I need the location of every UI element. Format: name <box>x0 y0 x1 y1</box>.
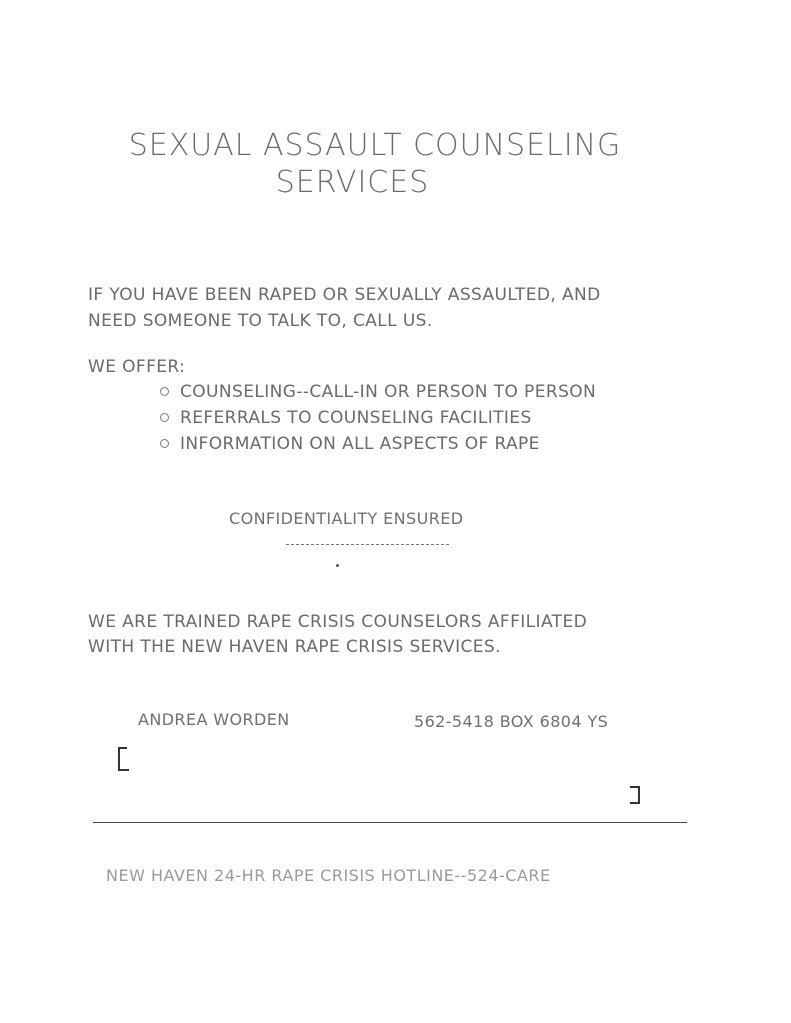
contact-name: ANDREA WORDEN <box>138 710 290 729</box>
intro-line-2: NEED SOMEONE TO TALK TO, CALL US. <box>88 311 433 331</box>
crop-mark-right <box>630 786 640 804</box>
bullet-icon <box>160 413 169 422</box>
flyer-title-line-2: SERVICES <box>275 165 430 200</box>
cut-line <box>93 822 687 823</box>
offer-heading: WE OFFER: <box>88 357 186 377</box>
bullet-icon <box>160 439 169 448</box>
offer-list <box>160 379 596 457</box>
offer-item-label: INFORMATION ON ALL ASPECTS OF RAPE <box>180 434 540 454</box>
flyer-title-line-1: SEXUAL ASSAULT COUNSELING <box>128 128 622 163</box>
hotline-text: NEW HAVEN 24-HR RAPE CRISIS HOTLINE--524-CARE <box>106 866 551 885</box>
offer-item <box>160 431 596 457</box>
affiliation-line-2: WITH THE NEW HAVEN RAPE CRISIS SERVICES. <box>88 637 501 657</box>
offer-item <box>160 405 596 431</box>
stray-dot <box>336 564 339 567</box>
dashed-underline <box>286 544 449 545</box>
offer-item <box>160 379 596 405</box>
bullet-icon <box>160 387 169 396</box>
crop-mark-left <box>118 747 127 769</box>
contact-phone-box: 562-5418 BOX 6804 YS <box>414 712 609 731</box>
intro-line-1: IF YOU HAVE BEEN RAPED OR SEXUALLY ASSAULTED, AND <box>88 285 601 305</box>
confidentiality-note: CONFIDENTIALITY ENSURED <box>229 509 464 528</box>
offer-item-label: COUNSELING--CALL-IN OR PERSON TO PERSON <box>180 382 597 402</box>
affiliation-line-1: WE ARE TRAINED RAPE CRISIS COUNSELORS AFFILIATED <box>88 612 588 632</box>
offer-item-label: REFERRALS TO COUNSELING FACILITIES <box>180 408 532 428</box>
